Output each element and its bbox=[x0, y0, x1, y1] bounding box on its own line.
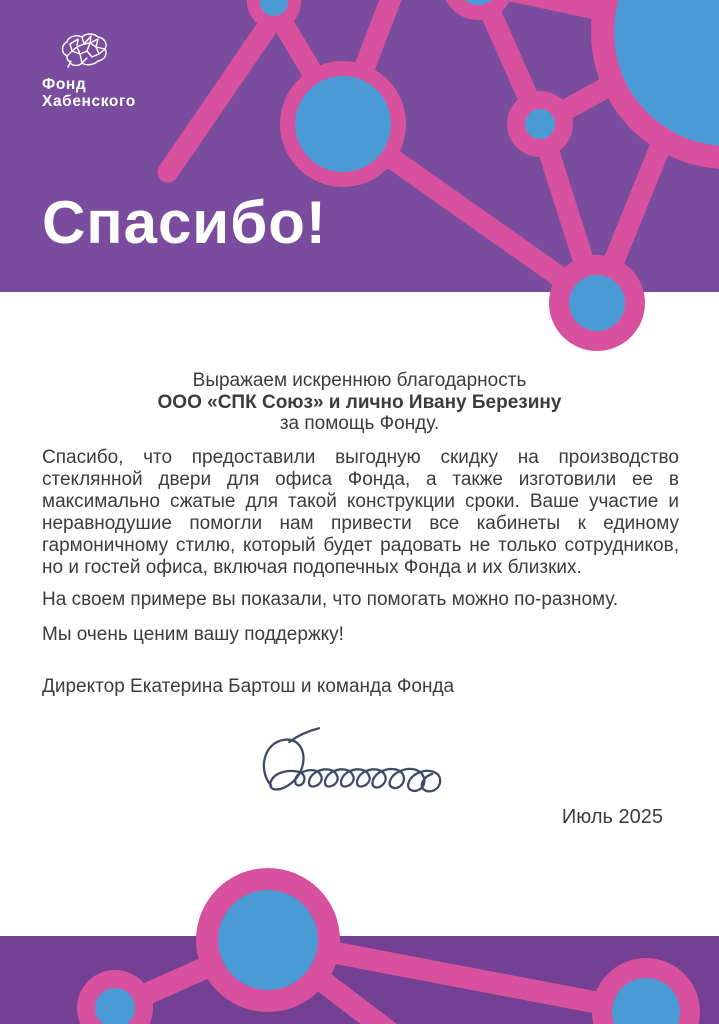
page-title: Спасибо! bbox=[42, 189, 327, 256]
intro-line-3: за помощь Фонду. bbox=[279, 413, 440, 434]
intro-line-1: Выражаем искреннюю благодарность bbox=[192, 370, 527, 391]
network-node bbox=[295, 76, 391, 172]
network-node bbox=[525, 109, 555, 139]
recipient-name: ООО «СПК Союз» и лично Ивану Березину bbox=[157, 391, 562, 413]
footer-network-graphic bbox=[0, 868, 719, 1024]
network-node bbox=[218, 890, 318, 990]
brain-icon bbox=[58, 33, 110, 71]
letter-paragraph-example: На своем примере вы показали, что помогать можно по-разному. bbox=[42, 589, 619, 610]
logo-name-line1: Фонд bbox=[42, 76, 87, 93]
intro-block bbox=[0, 370, 719, 435]
network-node bbox=[569, 275, 625, 331]
foundation-logo bbox=[42, 33, 136, 110]
letter-paragraph-main: Спасибо, что предоставили выгодную скидку на производство стеклянной двери для офиса Фонда, а также изготовили ее в максимально сжатые для такой конструкции сроки. Ваше участие и неравнодушие помогли нам привести все кабинеты к единому гармоничному стилю, который будет радовать не только сотрудников, но и гостей офиса, включая подопечных Фонда и их близких. bbox=[42, 447, 679, 578]
signoff-line: Директор Екатерина Бартош и команда Фонда bbox=[42, 676, 455, 697]
logo-name-line2: Хабенского bbox=[42, 93, 136, 110]
director-signature bbox=[255, 726, 455, 806]
letter-date: Июль 2025 bbox=[561, 806, 663, 828]
letter-paragraph-support: Мы очень ценим вашу поддержку! bbox=[42, 624, 344, 645]
